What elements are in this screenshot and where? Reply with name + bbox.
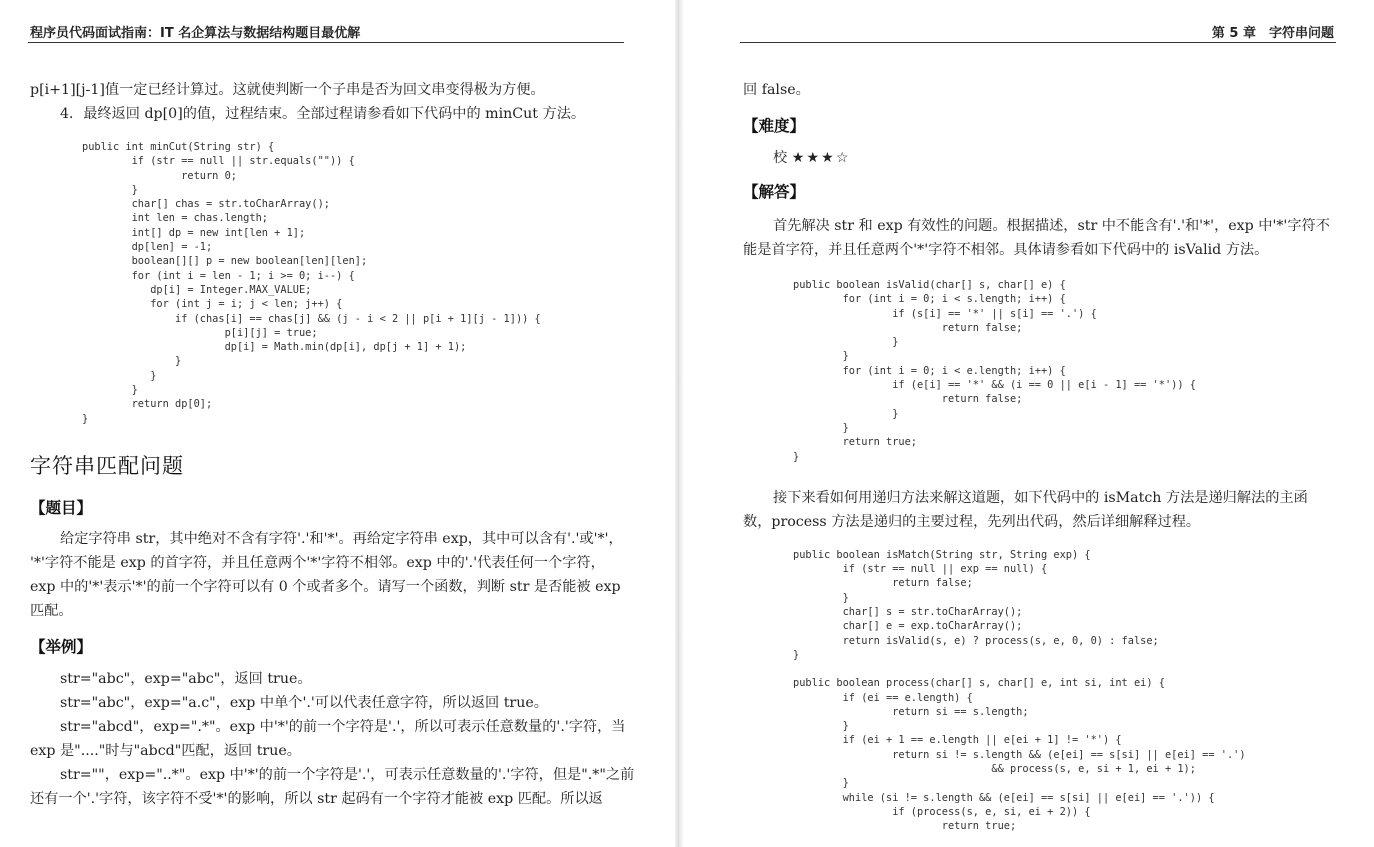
code-line: char[] e = exp.toCharArray(); [793, 620, 1023, 633]
right-page-content [743, 78, 1339, 834]
code-line: for (int j = i; j < len; j++) { [82, 298, 343, 311]
body-line: 数，process 方法是递归的主要过程，先列出代码，然后详细解释过程。 [743, 513, 1201, 530]
code-line: char[] s = str.toCharArray(); [793, 606, 1023, 619]
code-line: } [82, 412, 89, 425]
code-line: } [82, 369, 157, 382]
code-line: return dp[0]; [82, 398, 213, 411]
code-line: dp[i] = Integer.MAX_VALUE; [82, 283, 312, 296]
code-line: boolean[][] p = new boolean[len][len]; [82, 255, 368, 268]
left-page-content [30, 78, 635, 811]
code-line: return false; [793, 577, 973, 590]
code-line: if (ei == e.length) { [793, 691, 973, 704]
code-line: if (ei + 1 == e.length || e[ei + 1] != '*') { [793, 734, 1122, 747]
topic-line: 匹配。 [30, 602, 73, 619]
code-line: } [793, 720, 849, 733]
code-line: } [793, 350, 849, 363]
code-line: dp[i] = Math.min(dp[i], dp[j + 1] + 1); [82, 341, 467, 354]
code-line: public boolean isMatch(String str, String exp) { [793, 548, 1091, 561]
code-line: while (si != s.length && (e[ei] == s[si] || e[ei] == '.')) { [793, 791, 1215, 804]
code-line: p[i][j] = true; [82, 326, 318, 339]
difficulty-label: 校 [773, 150, 788, 166]
code-line: dp[len] = -1; [82, 241, 213, 254]
code-line: } [793, 648, 800, 661]
body-line: 接下来看如何用递归方法来解这道题，如下代码中的 isMatch 方法是递归解法的主函 [773, 489, 1308, 506]
continued-line: 回 false。 [743, 82, 810, 98]
code-line: } [82, 355, 182, 368]
code-block-isvalid [743, 278, 1339, 464]
code-line: public boolean process(char[] s, char[] e, int si, int ei) { [793, 677, 1165, 690]
right-page [683, 0, 1374, 847]
code-line: if (e[i] == '*' && (i == 0 || e[i - 1] == '*')) { [793, 379, 1196, 392]
example-line: str="abc"，exp="a.c"，exp 中单个'.'可以代表任意字符，所以返回 true。 [60, 694, 548, 711]
code-line: } [793, 407, 899, 420]
code-line: } [793, 450, 800, 463]
code-line: public boolean isValid(char[] s, char[] e) { [793, 279, 1066, 291]
answer-paragraph [743, 214, 1339, 262]
code-line: return true; [793, 820, 1017, 833]
code-line: } [793, 591, 849, 604]
code-block-mincut [30, 140, 626, 426]
code-line: return false; [793, 321, 1023, 334]
code-line: return si == s.length; [793, 705, 1029, 718]
intro-line: p[i+1][j-1]值一定已经计算过。这就使判断一个子串是否为回文串变得极为方便。 [30, 82, 545, 98]
book-gutter [675, 0, 683, 847]
answer-heading: 【解答】 [743, 183, 806, 201]
code-line: return si != s.length && (e[ei] == s[si] || e[ei] == '.') [793, 748, 1246, 761]
answer-line: 首先解决 str 和 exp 有效性的问题。根据描述，str 中不能含有'.'和'*'，exp 中'*'字符不 [773, 218, 1330, 234]
code-line: for (int i = len - 1; i >= 0; i--) { [82, 269, 355, 282]
intro-line: 4．最终返回 dp[0]的值，过程结束。全部过程请参看如下代码中的 minCut 方法。 [60, 106, 586, 122]
code-line: && process(s, e, si + 1, ei + 1); [793, 763, 1196, 776]
code-block-process [743, 676, 1339, 833]
code-line: if (s[i] == '*' || s[i] == '.') { [793, 307, 1097, 320]
example-line: str="abcd"，exp=".*"。exp 中'*'的前一个字符是'.'，所以可表示任意数量的'.'字符，当 [60, 718, 626, 735]
section-title: 字符串匹配问题 [30, 453, 184, 478]
example-heading: 【举例】 [30, 637, 93, 656]
answer-line: 能是首字符，并且任意两个'*'字符不相邻。具体请参看如下代码中的 isValid 方法。 [743, 242, 1269, 258]
code-line: return false; [793, 393, 1023, 406]
code-line: public int minCut(String str) { [82, 141, 275, 153]
code-line: return isValid(s, e) ? process(s, e, 0, 0) : false; [793, 634, 1159, 647]
example-paragraph [30, 667, 635, 811]
right-page-header: 第 5 章 字符串问题 [1211, 26, 1334, 41]
difficulty-heading: 【难度】 [743, 117, 806, 135]
example-line: 还有一个'.'字符，该字符不受'*'的影响，所以 str 起码有一个字符才能被 exp 匹配。所以返 [30, 790, 603, 807]
code-line: if (process(s, e, si, ei + 2)) { [793, 805, 1091, 818]
code-block-ismatch [743, 548, 1339, 662]
topic-line: '*'字符不能是 exp 的首字符，并且任意两个'*'字符不相邻。exp 中的'.'代表任何一个字符， [30, 554, 605, 571]
example-line: str="abc"，exp="abc"，返回 true。 [60, 670, 312, 687]
left-page-header: 程序员代码面试指南：IT 名企算法与数据结构题目最优解 [30, 26, 361, 41]
difficulty-rating [743, 146, 1339, 170]
example-line: str=""，exp="..*"。exp 中'*'的前一个字符是'.'，可表示任意数量的'.'字符，但是".*"之前 [60, 766, 635, 783]
code-line: if (chas[i] == chas[j] && (j - i < 2 || p[i + 1][j - 1])) { [82, 312, 541, 325]
code-line: for (int i = 0; i < e.length; i++) { [793, 364, 1066, 377]
example-line: exp 是"...."时与"abcd"匹配，返回 true。 [30, 742, 301, 759]
code-line: for (int i = 0; i < s.length; i++) { [793, 293, 1066, 306]
star-rating-icon: ★★★☆ [791, 150, 851, 166]
topic-line: 给定字符串 str，其中绝对不含有字符'.'和'*'。再给定字符串 exp，其中可以含有'.'或'*'， [60, 530, 623, 547]
right-header-rule [740, 42, 1336, 43]
code-line: return 0; [82, 169, 237, 182]
code-line: } [793, 421, 849, 434]
code-line: char[] chas = str.toCharArray(); [82, 198, 330, 211]
code-line: int len = chas.length; [82, 212, 268, 225]
topic-heading: 【题目】 [30, 498, 93, 517]
left-page [0, 0, 675, 847]
code-line: } [793, 777, 849, 790]
code-line: } [82, 183, 138, 196]
code-line: } [793, 336, 899, 349]
code-line: if (str == null || str.equals("")) { [82, 155, 355, 168]
middle-paragraph [743, 486, 1339, 534]
left-header-rule [28, 42, 624, 43]
code-line: if (str == null || exp == null) { [793, 563, 1048, 576]
topic-paragraph [30, 527, 626, 623]
code-line: } [82, 384, 138, 397]
topic-line: exp 中的'*'表示'*'的前一个字符可以有 0 个或者多个。请写一个函数，判断 str 是否能被 exp [30, 578, 621, 595]
code-line: return true; [793, 436, 917, 449]
code-line: int[] dp = new int[len + 1]; [82, 226, 306, 239]
